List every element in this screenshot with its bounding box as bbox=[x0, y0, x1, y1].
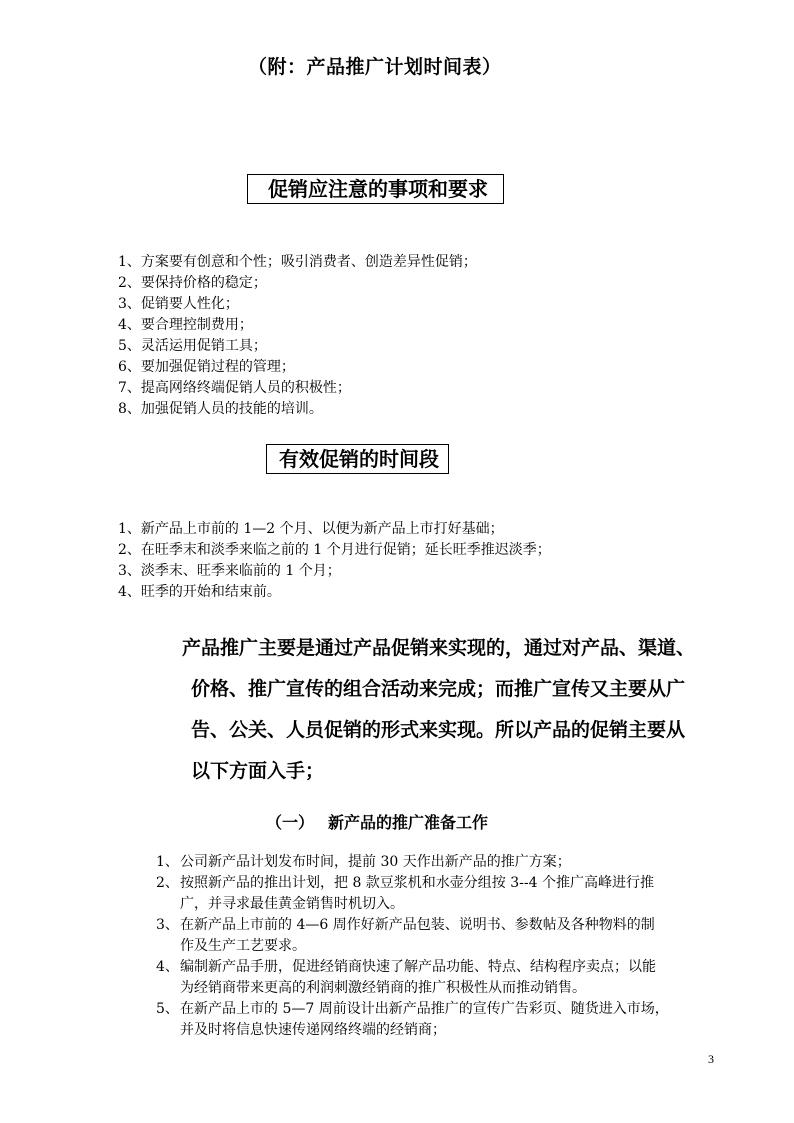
list-item bbox=[156, 999, 726, 1041]
list-marker: 5、 bbox=[156, 1001, 179, 1017]
list-item: 1、方案要有创意和个性；吸引消费者、创造差异性促销； bbox=[118, 254, 477, 270]
summary-paragraph bbox=[182, 628, 742, 792]
subsection-heading bbox=[266, 810, 488, 833]
list-item-text: 广，并寻求最佳黄金销售时机切入。 bbox=[180, 896, 404, 912]
paragraph-line: 以下方面入手； bbox=[191, 760, 325, 782]
appendix-title: （附：产品推广计划时间表） bbox=[248, 56, 502, 78]
list-item: 8、加强促销人员的技能的培训。 bbox=[118, 401, 323, 417]
list-item: 4、要合理控制费用； bbox=[118, 317, 253, 333]
list-item bbox=[156, 852, 726, 873]
list-item bbox=[156, 957, 726, 999]
list-marker: 3、 bbox=[156, 917, 179, 933]
list-item: 5、灵活运用促销工具； bbox=[118, 338, 267, 354]
list-item-text: 在新产品上市的 5—7 周前设计出新产品推广的宣传广告彩页、随货进入市场， bbox=[180, 1001, 669, 1017]
paragraph-line: 产品推广主要是通过产品促销来实现的，通过对产品、渠道、 bbox=[182, 637, 696, 659]
list-item-text: 为经销商带来更高的利润刺激经销商的推广积极性从而推动销售。 bbox=[180, 980, 586, 996]
list-item-text: 在新产品上市前的 4—6 周作好新产品包装、说明书、参数帖及各种物料的制 bbox=[180, 917, 655, 933]
list-marker: 2、 bbox=[156, 875, 179, 891]
list-item-text: 按照新产品的推出计划，把 8 款豆浆机和水壶分组按 3--4 个推广高峰进行推 bbox=[180, 875, 654, 891]
section-heading-promotion-requirements: 促销应注意的事项和要求 bbox=[247, 174, 504, 204]
list-item-text: 作及生产工艺要求。 bbox=[180, 938, 306, 954]
list-item: 6、要加强促销过程的管理； bbox=[118, 359, 295, 375]
list-item bbox=[156, 873, 726, 915]
list-item: 4、旺季的开始和结束前。 bbox=[118, 584, 281, 600]
subsection-number: （一） bbox=[266, 813, 315, 832]
list-item-text: 编制新产品手册，促进经销商快速了解产品功能、特点、结构程序卖点；以能 bbox=[180, 959, 656, 975]
effective-timing-list bbox=[118, 519, 551, 603]
launch-preparation-list bbox=[156, 852, 726, 1041]
list-item: 3、淡季末、旺季来临前的 1 个月； bbox=[118, 563, 341, 579]
list-item: 2、在旺季末和淡季来临之前的 1 个月进行促销；延长旺季推迟淡季； bbox=[118, 542, 551, 558]
subsection-title: 新产品的推广准备工作 bbox=[328, 813, 489, 832]
list-item: 2、要保持价格的稳定； bbox=[118, 275, 267, 291]
list-item-text: 公司新产品计划发布时间，提前 30 天作出新产品的推广方案； bbox=[180, 854, 571, 870]
promotion-requirements-list bbox=[118, 252, 477, 420]
list-item-text: 并及时将信息快速传递网络终端的经销商； bbox=[180, 1022, 446, 1038]
list-item: 1、新产品上市前的 1—2 个月、以便为新产品上市打好基础； bbox=[118, 521, 504, 537]
paragraph-line: 价格、推广宣传的组合活动来完成；而推广宣传又主要从广 bbox=[191, 678, 686, 700]
paragraph-line: 告、公关、人员促销的形式来实现。所以产品的促销主要从 bbox=[191, 719, 686, 741]
list-item bbox=[156, 915, 726, 957]
list-marker: 1、 bbox=[156, 854, 179, 870]
section-heading-effective-timing: 有效促销的时间段 bbox=[266, 444, 449, 474]
page-number: 3 bbox=[708, 1052, 714, 1066]
list-marker: 4、 bbox=[156, 959, 179, 975]
list-item: 3、促销要人性化； bbox=[118, 296, 239, 312]
list-item: 7、提高网络终端促销人员的积极性； bbox=[118, 380, 351, 396]
